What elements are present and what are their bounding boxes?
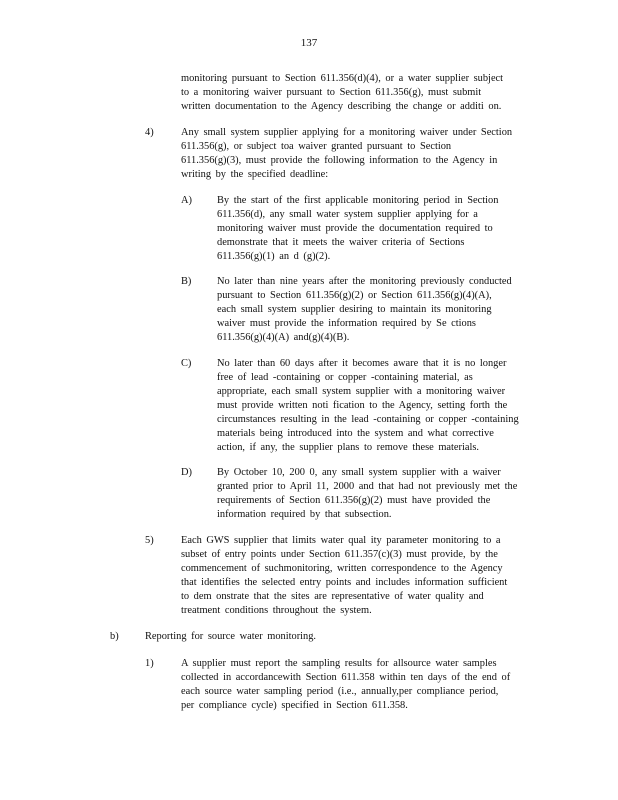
paragraph-line: to dem onstrate that the sites are representative of water quality and: [181, 591, 484, 602]
paragraph-line: writing by the specified deadline:: [181, 169, 329, 180]
paragraph-line: action, if any, the supplier plans to remove these materials.: [217, 442, 480, 453]
paragraph-line: waiver must provide the information required by Se ctions: [217, 318, 476, 329]
paragraph-line: 611.356(g)(3), must provide the following information to the Agency in: [181, 155, 498, 166]
paragraph-line: 611.356(g)(4)(A) and(g)(4)(B).: [217, 332, 350, 343]
subitem-a-marker: A): [181, 195, 192, 206]
paragraph-line: By October 10, 200 0, any small system supplier with a waiver: [217, 467, 501, 478]
page-number: 137: [300, 37, 318, 49]
paragraph-line: monitoring pursuant to Section 611.356(d)(4), or a water supplier subject: [181, 73, 504, 84]
paragraph-line: demonstrate that it meets the waiver criteria of Sections: [217, 237, 465, 248]
paragraph-line: No later than 60 days after it becomes aware that it is no longer: [217, 358, 507, 369]
continued-paragraph: [181, 72, 503, 114]
paragraph-line: each source water sampling period (i.e., annually,per compliance period,: [181, 686, 499, 697]
paragraph-line: A supplier must report the sampling results for allsource water samples: [181, 658, 497, 669]
subitem-b-marker: B): [181, 276, 192, 287]
paragraph-line: per compliance cycle) specified in Section 611.358.: [181, 700, 408, 711]
paragraph-line: written documentation to the Agency describing the change or additi on.: [181, 101, 502, 112]
paragraph-line: requirements of Section 611.356(g)(2) must have provided the: [217, 495, 491, 506]
paragraph-line: subset of entry points under Section 611.357(c)(3) must provide, by the: [181, 549, 498, 560]
paragraph-line: 611.356(d), any small water system supplier applying for a: [217, 209, 478, 220]
paragraph-line: No later than nine years after the monitoring previously conducted: [217, 276, 512, 287]
paragraph-line: monitoring waiver must provide the documentation required to: [217, 223, 493, 234]
paragraph-line: By the start of the first applicable monitoring period in Section: [217, 195, 499, 206]
paragraph-line: materials being introduced into the system and what corrective: [217, 428, 494, 439]
paragraph-line: circumstances resulting in the lead -containing or copper -containing: [217, 414, 519, 425]
paragraph-line: appropriate, each small system supplier with a monitoring waiver: [217, 386, 506, 397]
paragraph-line: pursuant to Section 611.356(g)(2) or Section 611.356(g)(4)(A),: [217, 290, 492, 301]
section-b-marker: b): [110, 631, 119, 642]
subitem-c-marker: C): [181, 358, 192, 369]
paragraph-line: collected in accordancewith Section 611.358 within ten days of the end of: [181, 672, 511, 683]
paragraph-line: to a monitoring waiver pursuant to Section 611.356(g), must submit: [181, 87, 482, 98]
paragraph-line: 611.356(g)(1) an d (g)(2).: [217, 251, 331, 262]
subitem-d-paragraph: [217, 466, 517, 522]
section-heading: Reporting for source water monitoring.: [145, 631, 317, 642]
subitem-d-marker: D): [181, 467, 192, 478]
paragraph-line: free of lead -containing or copper -containing material, as: [217, 372, 473, 383]
item-1-paragraph: [181, 657, 510, 713]
paragraph-line: treatment conditions throughout the system.: [181, 605, 372, 616]
item-4-marker: 4): [145, 127, 154, 138]
paragraph-line: Any small system supplier applying for a monitoring waiver under Section: [181, 127, 513, 138]
subitem-a-paragraph: [217, 194, 498, 264]
item-1-marker: 1): [145, 658, 154, 669]
paragraph-line: Each GWS supplier that limits water qual ity parameter monitoring to a: [181, 535, 501, 546]
paragraph-line: that identifies the selected entry points and includes information sufficient: [181, 577, 508, 588]
paragraph-line: 611.356(g), or subject toa waiver granted pursuant to Section: [181, 141, 452, 152]
item-5-paragraph: [181, 534, 507, 618]
subitem-c-paragraph: [217, 357, 519, 455]
paragraph-line: granted prior to April 11, 2000 and that had not previously met the: [217, 481, 518, 492]
paragraph-line: must provide written noti fication to the Agency, setting forth the: [217, 400, 508, 411]
item-4-paragraph: [181, 126, 512, 182]
subitem-b-paragraph: [217, 275, 512, 345]
paragraph-line: commencement of suchmonitoring, written correspondence to the Agency: [181, 563, 503, 574]
item-5-marker: 5): [145, 535, 154, 546]
section-b-heading: [145, 630, 316, 644]
paragraph-line: information required by that subsection.: [217, 509, 392, 520]
paragraph-line: each small system supplier desiring to maintain its monitoring: [217, 304, 492, 315]
